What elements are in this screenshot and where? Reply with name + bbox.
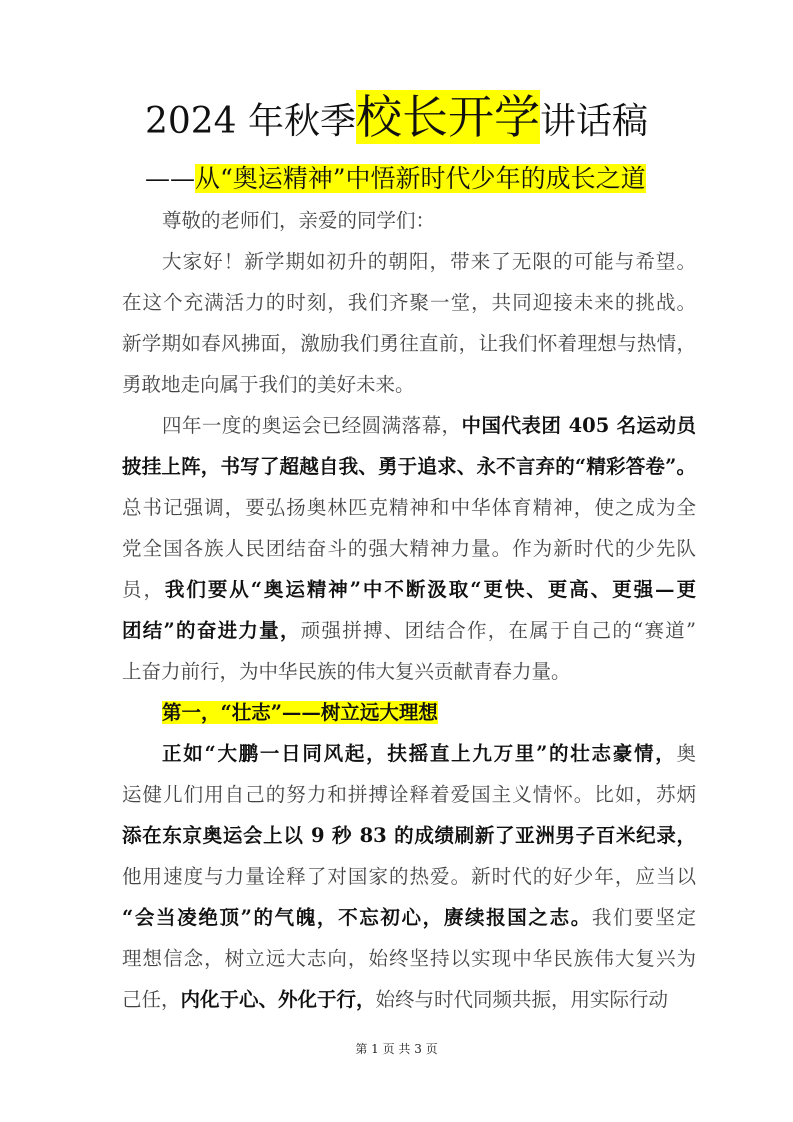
text-line xyxy=(122,241,696,282)
title-highlight: 校长开学 xyxy=(356,90,541,144)
bold-text: 中国代表团 405 名运动员 xyxy=(461,414,696,437)
text-line xyxy=(122,446,696,487)
text-segment: 勇敢地走向属于我们的美好未来。 xyxy=(122,373,415,396)
text-line xyxy=(122,487,696,528)
text-line xyxy=(122,856,696,897)
document-body xyxy=(122,200,696,1020)
bold-text: 披挂上阵，书写了超越自我、勇于追求、永不言弃的“精彩答卷”。 xyxy=(122,455,696,478)
bold-text: 我们要从“奥运精神”中不断汲取“更快、更高、更强—更 xyxy=(164,578,696,601)
text-segment: 理想信念，树立远大志向，始终坚持以实现中华民族伟大复兴为 xyxy=(122,947,696,970)
text-line xyxy=(122,774,696,815)
text-line xyxy=(122,651,696,692)
text-segment: 总书记强调，要弘扬奥林匹克精神和中华体育精神，使之成为全 xyxy=(122,496,696,519)
text-line xyxy=(122,815,696,856)
text-line xyxy=(122,569,696,610)
text-segment: 员， xyxy=(122,578,165,601)
text-line xyxy=(122,364,696,405)
text-segment: 大家好！新学期如初升的朝阳，带来了无限的可能与希望。 xyxy=(162,250,696,273)
document-title xyxy=(0,92,793,147)
text-line xyxy=(122,200,696,241)
text-segment: 运健儿们用自己的努力和拼搏诠释着爱国主义情怀。比如，苏炳 xyxy=(122,783,696,806)
text-line xyxy=(122,323,696,364)
text-segment: 始终与时代同频共振，用实际行动 xyxy=(375,988,669,1011)
text-segment: 上奋力前行，为中华民族的伟大复兴贡献青春力量。 xyxy=(122,660,571,683)
text-line xyxy=(122,897,696,938)
text-line xyxy=(122,979,696,1020)
text-line xyxy=(122,692,696,733)
text-line xyxy=(122,610,696,651)
paragraph-greeting xyxy=(122,200,696,241)
text-segment: 尊敬的老师们，亲爱的同学们： xyxy=(162,209,436,232)
bold-text: 添在东京奥运会上以 9 秒 83 的成绩刷新了亚洲男子百米纪录， xyxy=(122,824,696,847)
text-segment: 新学期如春风拂面，激励我们勇往直前，让我们怀着理想与热情， xyxy=(122,332,696,355)
bold-text: “会当凌绝顶”的气魄，不忘初心，赓续报国之志。 xyxy=(122,906,592,929)
text-line xyxy=(122,282,696,323)
text-segment: 四年一度的奥运会已经圆满落幕， xyxy=(162,414,462,437)
text-line xyxy=(122,938,696,979)
paragraph-olympics xyxy=(122,405,696,692)
text-segment: 党全国各族人民团结奋斗的强大精神力量。作为新时代的少先队 xyxy=(122,537,696,560)
subtitle-highlight: 从“奥运精神”中悟新时代少年的成长之道 xyxy=(195,164,646,193)
text-segment: 奥 xyxy=(676,742,696,765)
text-segment: 己任， xyxy=(122,988,181,1011)
highlighted-text: 第一，“壮志”——树立远大理想 xyxy=(162,701,438,724)
title-suffix: 讲话稿 xyxy=(540,101,649,142)
text-line xyxy=(122,733,696,774)
document-subtitle xyxy=(145,160,646,198)
text-segment: 我们要坚定 xyxy=(591,906,696,929)
bold-text: 团结”的奋进力量， xyxy=(122,619,301,642)
paragraph-ambition xyxy=(122,733,696,1020)
text-line xyxy=(122,405,696,446)
bold-text: 正如“大鹏一日同风起，扶摇直上九万里”的壮志豪情， xyxy=(162,742,677,765)
paragraph-opening xyxy=(122,241,696,405)
bold-text: 内化于心、外化于行， xyxy=(180,988,376,1011)
text-segment: 顽强拼搏、团结合作，在属于自己的“赛道” xyxy=(300,619,696,642)
text-line xyxy=(122,528,696,569)
text-segment: 在这个充满活力的时刻，我们齐聚一堂，共同迎接未来的挑战。 xyxy=(122,291,696,314)
page-footer: 第 1 页 共 3 页 xyxy=(355,1042,438,1056)
title-prefix: 2024 年秋季 xyxy=(144,101,357,142)
text-segment: 他用速度与力量诠释了对国家的热爱。新时代的好少年，应当以 xyxy=(122,865,696,888)
subtitle-dash: —— xyxy=(145,164,195,193)
paragraph-section-heading xyxy=(122,692,696,733)
